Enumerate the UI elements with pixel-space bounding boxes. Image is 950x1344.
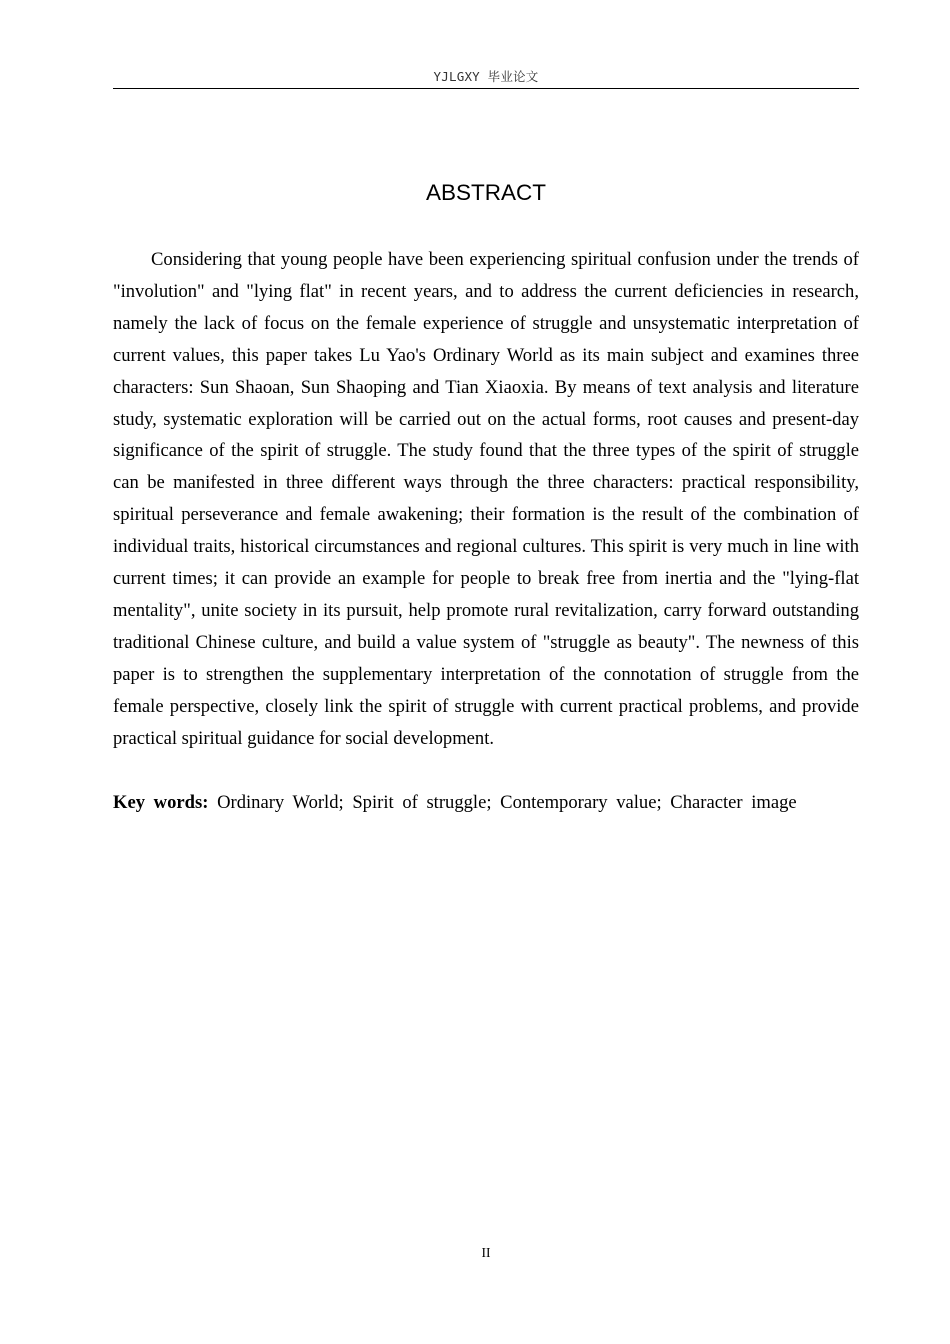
abstract-title: ABSTRACT <box>425 180 546 205</box>
page-number: II <box>481 1245 491 1260</box>
keywords-value: Ordinary World; Spirit of struggle; Contemporary value; Character image <box>217 792 797 813</box>
page-header <box>113 68 859 89</box>
abstract-body: Considering that young people have been experiencing spiritual confusion under the trends of "involution" and "lying flat" in recent years, and to address the current deficiencies in research, namely the lack of focus on the female experience of struggle and unsystematic interpretation of current values, this paper takes Lu Yao's Ordinary World as its main subject and examines three characters: Sun Shaoan, Sun Shaoping and Tian Xiaoxia. By means of text analysis and literature study, systematic exploration will be carried out on the actual forms, root causes and present-day significance of the spirit of struggle. The study found that the three types of the spirit of struggle can be manifested in three different ways through the three characters: practical responsibility, spiritual perseverance and female awakening; their formation is the result of the combination of individual traits, historical circumstances and regional cultures. This spirit is very much in line with current times; it can provide an example for people to break free from inertia and the "lying-flat mentality", unite society in its pursuit, help promote rural revitalization, carry forward outstanding traditional Chinese culture, and build a value system of "struggle as beauty". The newness of this paper is to strengthen the supplementary interpretation of the connotation of struggle from the female perspective, closely link the spirit of struggle with current practical problems, and provide practical spiritual guidance for social development. <box>113 249 859 749</box>
keywords-label: Key words: <box>113 792 209 813</box>
keywords-line <box>113 787 859 819</box>
running-header-title: YJLGXY 毕业论文 <box>433 69 539 84</box>
